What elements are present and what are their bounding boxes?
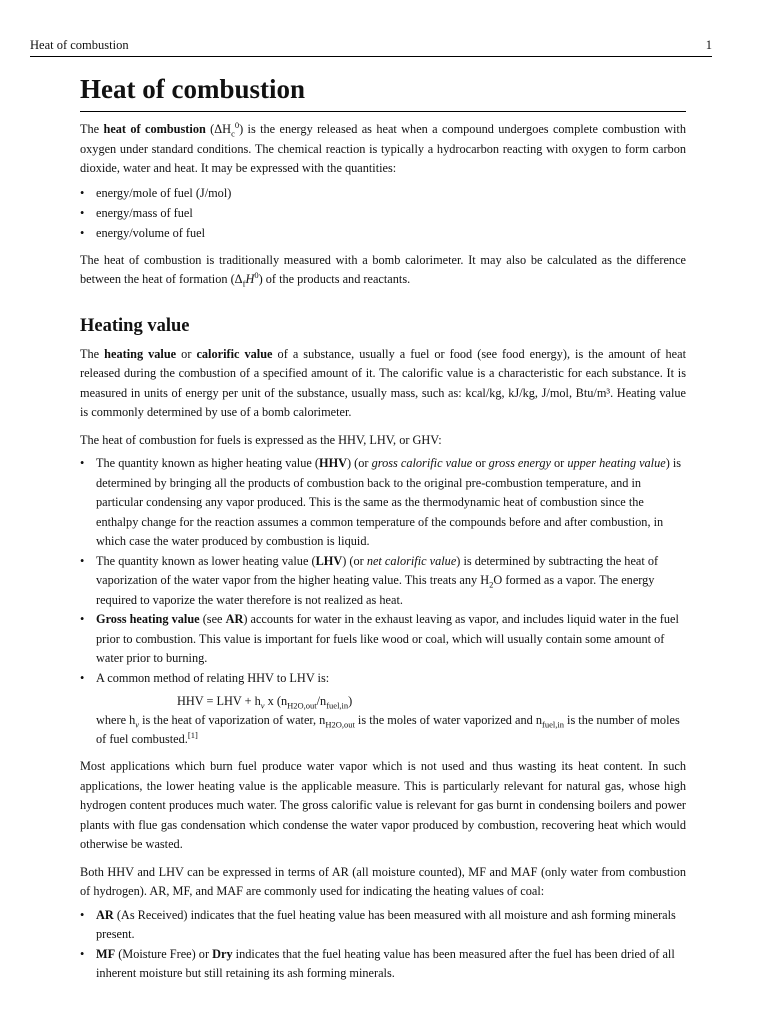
list-item: • energy/mass of fuel bbox=[80, 203, 686, 223]
list-item: • energy/volume of fuel bbox=[80, 223, 686, 243]
page-title: Heat of combustion bbox=[80, 74, 686, 112]
list-item-ghv: • Gross heating value (see AR) accounts for water in the exhaust leaving as vapor, and includes liquid water in the fuel prior to combustion. This value is important for fuels like wood or coal, which will usually contain some amount of water prior to burning. bbox=[80, 610, 686, 669]
hhv-lhv-formula: HHV = LHV + $h_v$ x $(n_{H2O,out}/n_{fuel,in})$ bbox=[177, 694, 353, 711]
fuels-paragraph: The heat of combustion for fuels is expressed as the HHV, LHV, or GHV: bbox=[80, 432, 442, 447]
intro-paragraph: The heat of combustion $(\Delta H_c^0)$ is the energy released as heat when a compound undergoes complete combustion with oxygen under standard conditions. The chemical reaction is typically a hydrocarbon reacting with oxygen to form carbon dioxide, water and heat. It may be expressed with the quantities: bbox=[80, 119, 686, 175]
calorimeter-paragraph: The heat of combustion is traditionally measured with a bomb calorimeter. It may also be calculated as the difference between the heat of formation $(\Delta_fH^0)$ of the products and reactants. bbox=[80, 252, 686, 289]
formula-note: where $h_v$ is the heat of vaporization of water, $n_{H2O,out}$ is the moles of water vaporized and $n_{fuel,in}$ is the number of moles of fuel combusted.[1] bbox=[96, 713, 680, 746]
moisture-paragraph: Both HHV and LHV can be expressed in terms of AR (all moisture counted), MF and MAF (only water from combustion of hydrogen). AR, MF, and MAF are commonly used for indicating the heating values of coal: bbox=[80, 864, 686, 898]
running-header bbox=[30, 38, 712, 57]
list-item-ar: • AR (As Received) indicates that the fuel heating value has been measured with all moisture and ash forming minerals present. bbox=[80, 906, 686, 945]
section-heading-heating-value: Heating value bbox=[80, 315, 190, 336]
coal-basis-list bbox=[80, 906, 686, 984]
reference-link[interactable]: [1] bbox=[187, 729, 198, 740]
list-item: • energy/mole of fuel (J/mol) bbox=[80, 183, 686, 203]
list-item-hhv: • The quantity known as higher heating value (HHV) (or gross calorific value or gross energy or upper heating value) is determined by bringing all the products of combustion back to the original pre-combustion temperature, and in particular condensing any vapor produced. This is the same as the thermodynamic heat of combustion since the enthalpy change for the reaction assumes a common temperature of the compounds before and after combustion, in which case the water produced by combustion is liquid. bbox=[80, 454, 686, 552]
list-item-mf: • MF (Moisture Free) or Dry indicates that the fuel heating value has been measured after the fuel has been dried of all inherent moisture but still retaining its ash forming minerals. bbox=[80, 945, 686, 984]
page-number: 1 bbox=[705, 38, 712, 52]
applications-paragraph: Most applications which burn fuel produce water vapor which is not used and thus wasting its heat content. In such applications, the lower heating value is the applicable measure. This is particularly relevant for natural gas, whose high hydrogen content produces much water. The gross calorific value is relevant for gas burnt in condensing boilers and power plants with flue gas condensation which condense the water vapor produced by combustion, recovering heat which would otherwise be wasted. bbox=[80, 759, 686, 851]
list-item-relating: • A common method of relating HHV to LHV is: bbox=[80, 669, 686, 689]
list-item-lhv: • The quantity known as lower heating value (LHV) (or net calorific value) is determined by subtracting the heat of vaporization of the water vapor from the higher heating value. This treats any $H_2O$ formed as a vapor. The energy required to vaporize the water therefore is not realized as heat. bbox=[80, 552, 686, 611]
heating-values-list bbox=[80, 454, 686, 688]
heating-value-paragraph: The heating value or calorific value of a substance, usually a fuel or food (see food energy), is the amount of heat released during the combustion of a specified amount of it. The calorific value is a characteristic for each substance. It is measured in units of energy per unit of the substance, usually mass, such as: kcal/kg, kJ/kg, J/mol, Btu/m³. Heating value is commonly determined by use of a bomb calorimeter. bbox=[80, 346, 686, 419]
quantities-list bbox=[80, 183, 686, 243]
article-content bbox=[80, 74, 686, 984]
running-header-title: Heat of combustion bbox=[30, 38, 129, 52]
